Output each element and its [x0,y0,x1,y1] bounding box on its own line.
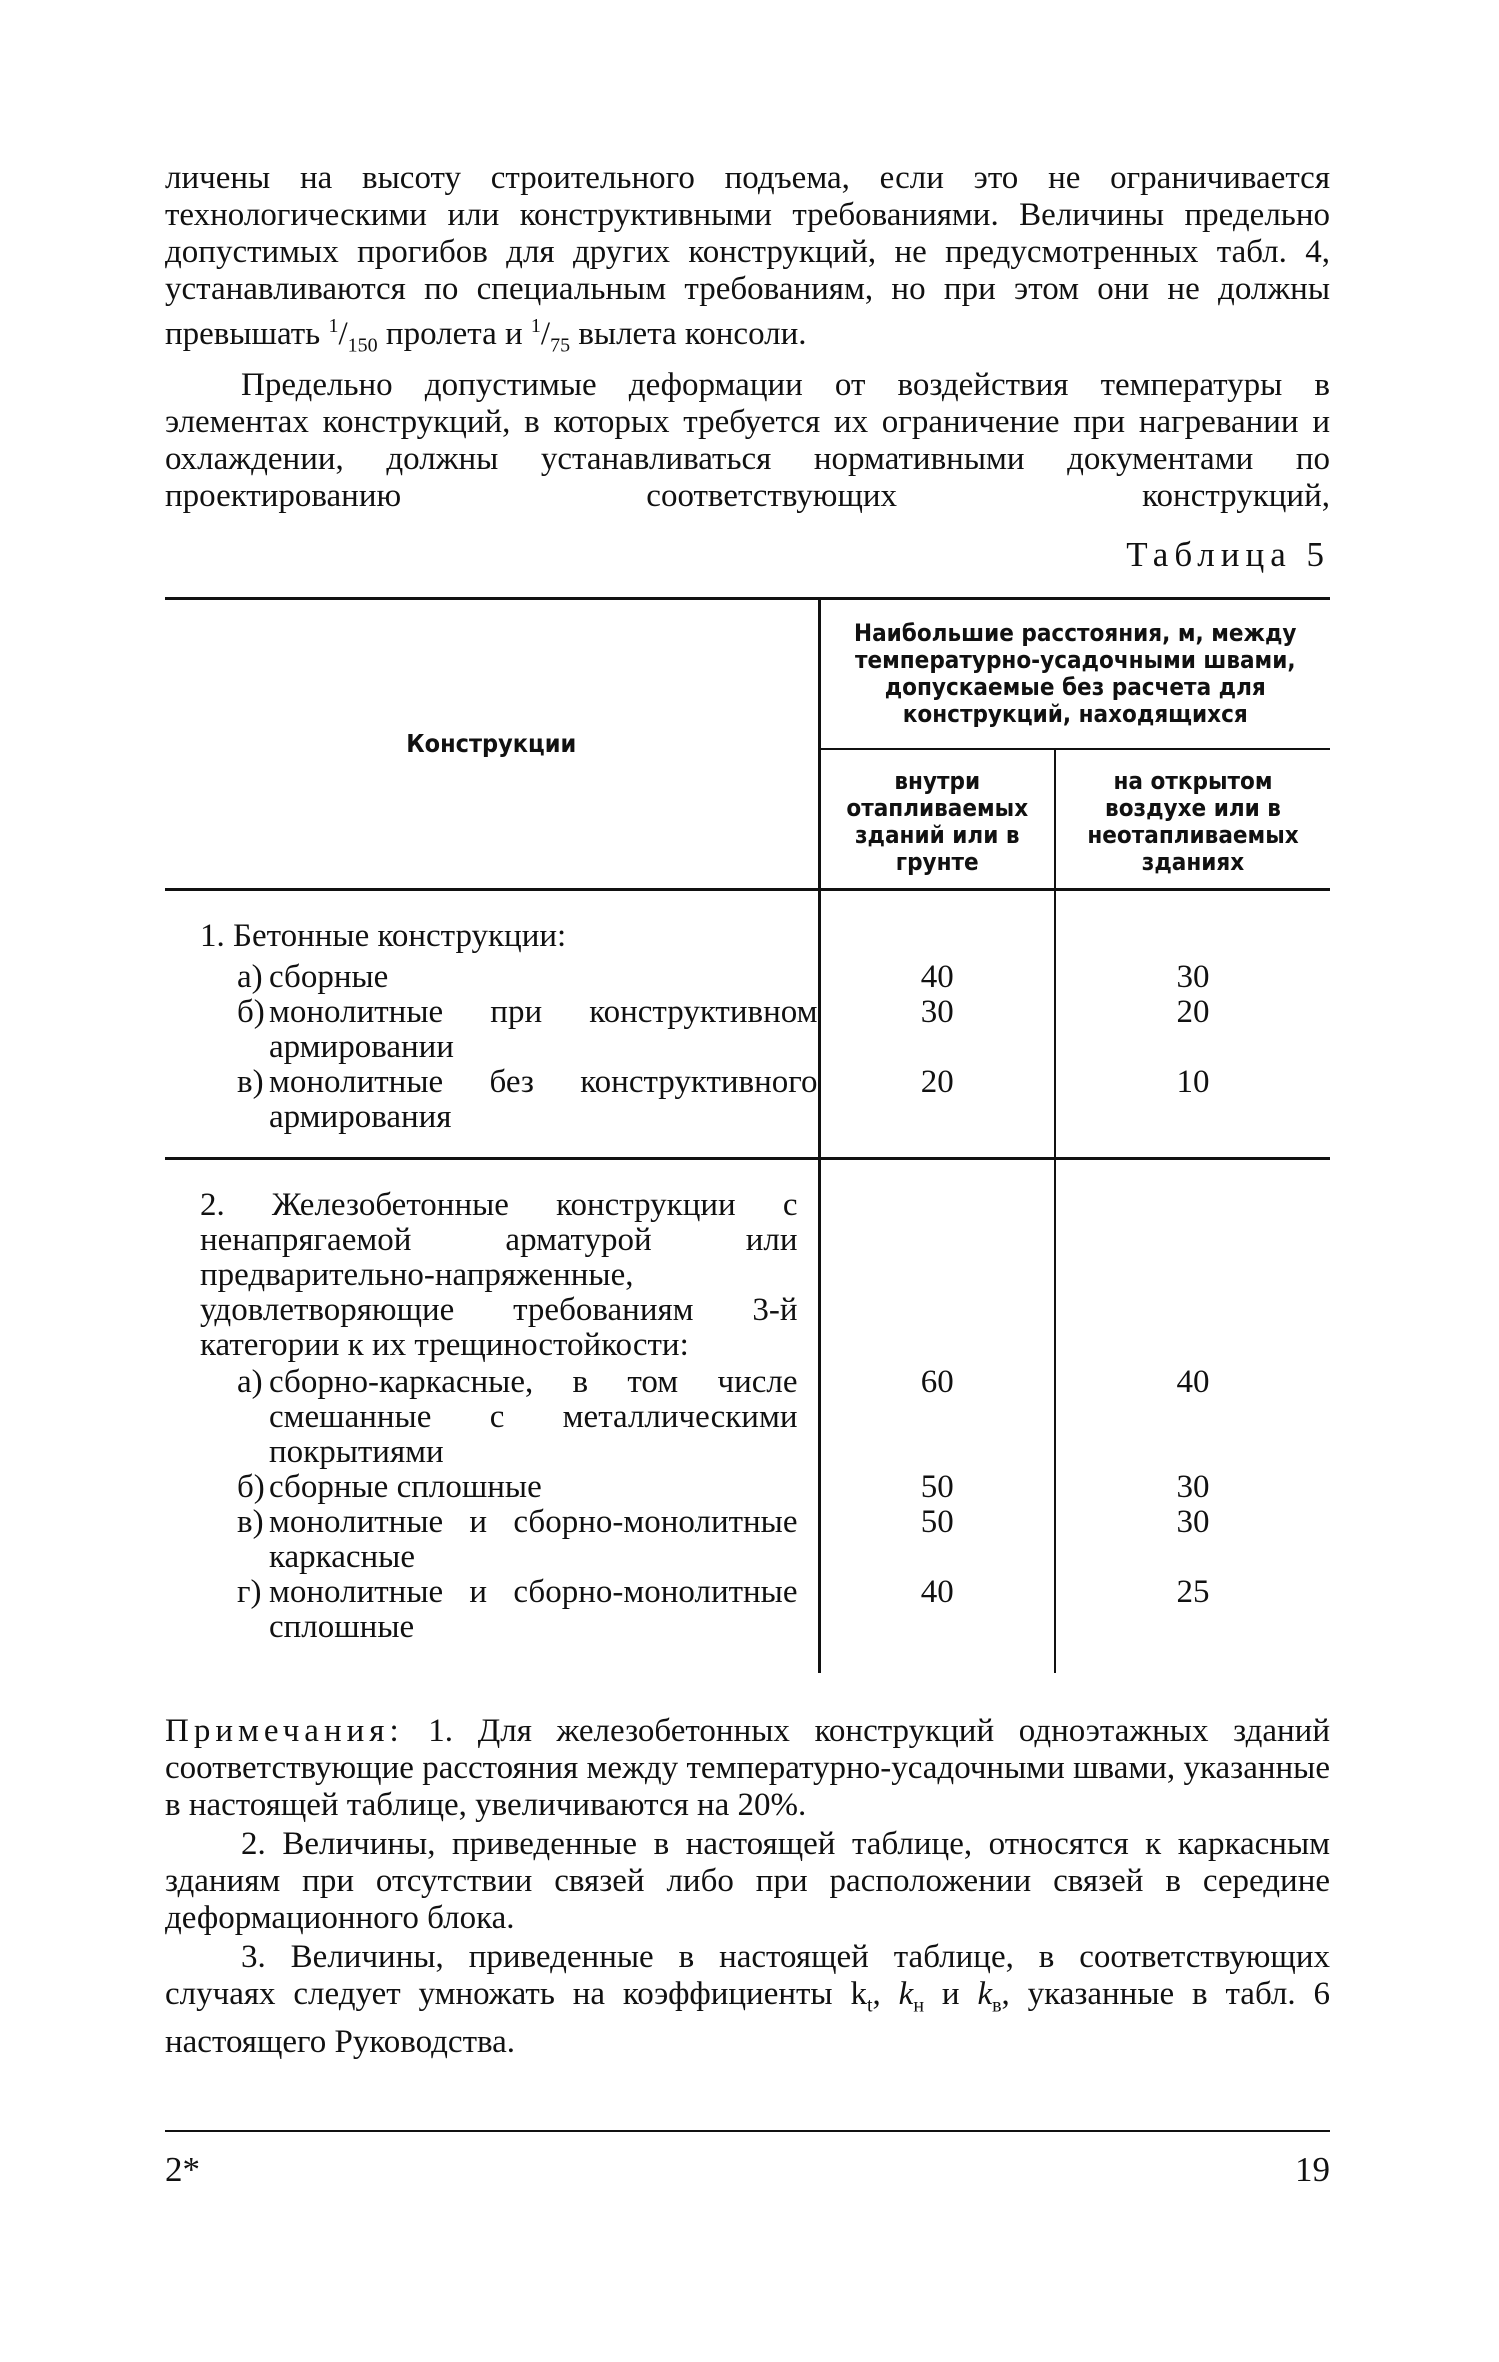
value-outside: 10 [1055,1065,1330,1159]
value-inside: 50 [819,1470,1055,1505]
section-2-title: 2. Железобетонные конструкции с ненапрягаемой арматурой или предварительно-напряженные, удовлетворяющие требованиям 3-й категории к их трещиностойкости: [200,1186,798,1363]
table-row: г) монолитные и сборно-монолитные сплошные 40 25 [165,1575,1330,1673]
value-outside: 20 [1055,995,1330,1065]
value-outside: 30 [1055,1470,1330,1505]
value-inside: 20 [819,1065,1055,1159]
table-row: в) монолитные и сборно-монолитные каркасные 50 30 [165,1505,1330,1575]
intro-paragraph-2: Предельно допустимые деформации от воздействия температуры в элементах конструкций, в которых требуется их ограничение при нагревании и охлаждении, должны устанавливаться нормативными документами по проектированию соответствующих конструкций, [165,366,1330,514]
value-outside: 40 [1055,1363,1330,1470]
value-inside: 40 [819,1575,1055,1673]
note-3: 3. Величины, приведенные в настоящей таблице, в соответствующих случаях следует умножать на коэффициенты $k_t$, $k_н$ и $k_в$, указанные в табл. 6 настоящего Руководства. [165,1938,1331,2061]
table-row: б) монолитные при конструктивном армировании 30 20 [165,995,1330,1065]
table-row: а) сборно-каркасные, в том числе смешанные с металлическими покрытиями 60 40 [165,1363,1330,1470]
table-caption: Таблица 5 [1126,534,1330,574]
value-outside: 30 [1055,1505,1330,1575]
value-outside: 25 [1055,1575,1330,1673]
table-row: б) сборные сплошные 50 30 [165,1470,1330,1505]
value-inside: 40 [819,954,1055,995]
section-1-title: 1. Бетонные конструкции: [200,917,567,954]
signature-mark: 2* [165,2150,200,2189]
table-row: в) монолитные без конструктивного армирования 20 10 [165,1065,1330,1159]
col-header-constructions: Конструкции [406,729,577,759]
value-inside: 30 [819,995,1055,1065]
note-1: Примечания: 1. Для железобетонных конструкций одноэтажных зданий соответствующие расстояния между температурно-усадочными швами, указанные в настоящей таблице, увеличиваются на 20%. [165,1712,1330,1823]
value-inside: 60 [819,1363,1055,1470]
value-outside: 30 [1055,954,1330,995]
intro-paragraph-1: личены на высоту строительного подъема, если это не ограничивается технологическими или конструктивными требованиями. Величины предельно допустимых прогибов для других конструкций, не предусмотренных табл. 4, устанавливаются по специальным требованиям, но при этом они не должны превышать $^1/_{150}$ пролета и $^1/_{75}$ вылета консоли. [165,160,1330,357]
table-row: а) сборные 40 30 [165,954,1330,995]
page-number: 19 [1295,2150,1330,2189]
table-5 [165,597,1330,1673]
page-body [165,160,1330,2061]
col-header-group: Наибольшие расстояния, м, между температурно-усадочными швами, допускаемые без расчета для конструкций, находящихся [819,598,1330,749]
col-header-outside: на открытом воздухе или в неотапливаемых зданиях [1055,749,1330,890]
value-inside: 50 [819,1505,1055,1575]
note-2: 2. Величины, приведенные в настоящей таблице, относятся к каркасным зданиям при отсутствии связей либо при расположении связей в середине деформационного блока. [165,1825,1330,1936]
page-footer [165,2130,1330,2189]
col-header-inside: внутри отапливаемых зданий или в грунте [819,749,1055,890]
notes [165,1713,1330,2062]
